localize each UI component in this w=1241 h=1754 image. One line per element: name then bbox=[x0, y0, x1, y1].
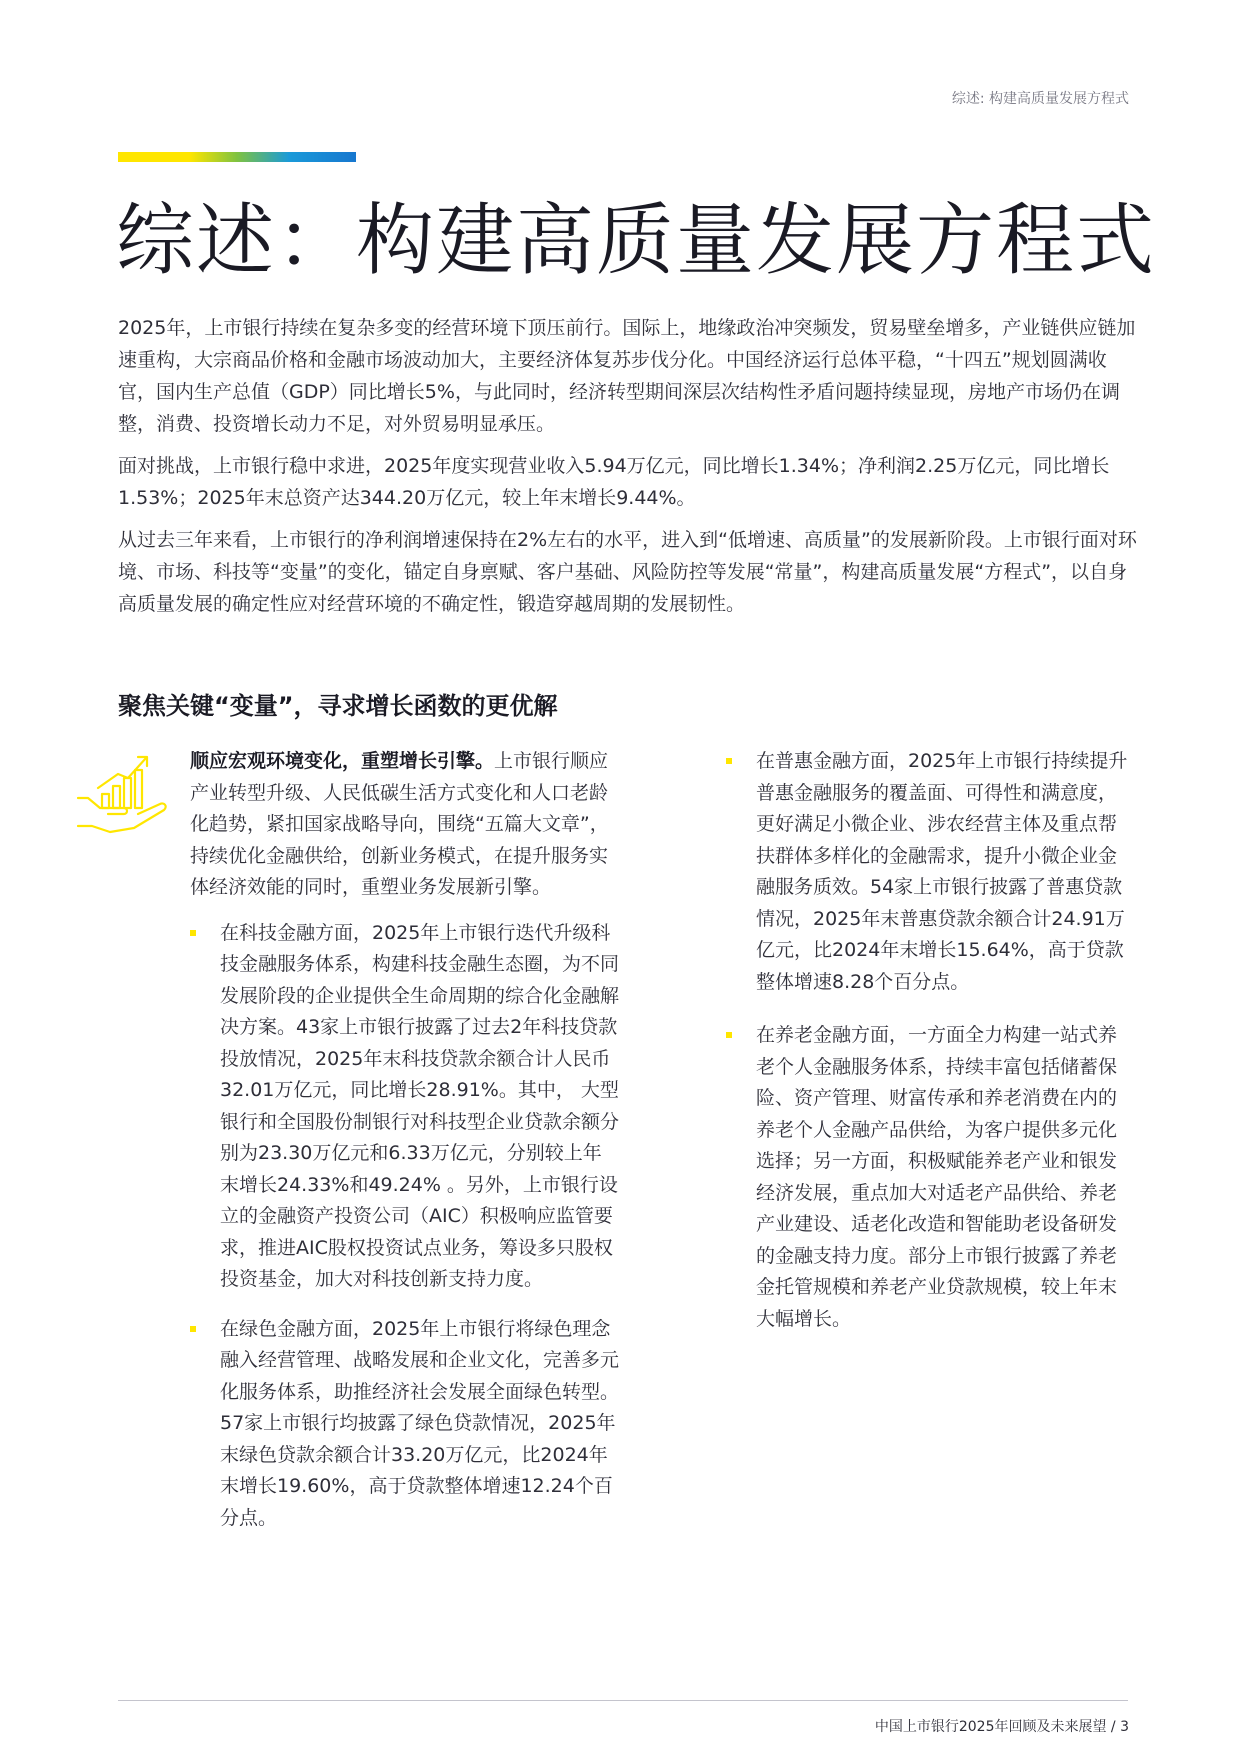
intro-paragraph-1: 2025年，上市银行持续在复杂多变的经营环境下顶压前行。国际上，地缘政治冲突频发，贸易壁垒增多，产业链供应链加速重构，大宗商品价格和金融市场波动加大，主要经济体复苏步伐分化。中国经济运行总体平稳，“十四五”规划圆满收官，国内生产总值（GDP）同比增长5%，与此同时，经济转型期间深层次结构性矛盾问题持续显现，房地产市场仍在调整，消费、投资增长动力不足，对外贸易明显承压。 bbox=[118, 317, 1136, 435]
bullet-green-finance: 在绿色金融方面，2025年上市银行将绿色理念融入经营管理、战略发展和企业文化，完善多元化服务体系，助推经济社会发展全面绿色转型。57家上市银行均披露了绿色贷款情况，2025年末绿色贷款余额合计33.20万亿元，比2024年末增长19.60%，高于贷款整体增速12.24个百分点。 bbox=[190, 1314, 620, 1535]
footer-text: 中国上市银行2025年回顾及未来展望 / 3 bbox=[874, 1719, 1129, 1735]
left-column bbox=[190, 746, 620, 1552]
intro-text bbox=[118, 312, 1140, 630]
bullet-pension-finance: 在养老金融方面，一方面全力构建一站式养老个人金融服务体系，持续丰富包括储蓄保险、资产管理、财富传承和养老消费在内的养老个人金融产品供给，为客户提供多元化选择；另一方面，积极赋能养老产业和银发经济发展，重点加大对适老产品供给、养老产业建设、适老化改造和智能助老设备研发的金融支持力度。部分上市银行披露了养老金托管规模和养老产业贷款规模，较上年末大幅增长。 bbox=[726, 1020, 1131, 1335]
right-bullet-list bbox=[726, 746, 1131, 1335]
intro-paragraph-2: 面对挑战，上市银行稳中求进，2025年度实现营业收入5.94万亿元，同比增长1.34%；净利润2.25万亿元，同比增长1.53%；2025年末总资产达344.20万亿元，较上年末增长9.44%。 bbox=[118, 455, 1110, 509]
section-lead-text: 上市银行顺应产业转型升级、人民低碳生活方式变化和人口老龄化趋势，紧扣国家战略导向，围绕“五篇大文章”，持续优化金融供给，创新业务模式，在提升服务实体经济效能的同时，重塑业务发展新引擎。 bbox=[190, 750, 609, 898]
right-column bbox=[726, 746, 1131, 1357]
bullet-tech-finance: 在科技金融方面，2025年上市银行迭代升级科技金融服务体系，构建科技金融生态圈，为不同发展阶段的企业提供全生命周期的综合化金融解决方案。43家上市银行披露了过去2年科技贷款投放情况，2025年末科技贷款余额合计人民币32.01万亿元，同比增长28.91%。其中， 大型银行和全国股份制银行对科技型企业贷款余额分别为23.30万亿元和6.33万亿元，分别较上年末增长24.33%和49.24% 。另外，上市银行设立的金融资产投资公司（AIC）积极响应监管要求，推进AIC股权投资试点业务，筹设多只股权投资基金，加大对科技创新支持力度。 bbox=[190, 918, 620, 1296]
hand-growth-chart-icon bbox=[74, 748, 174, 836]
left-bullet-list bbox=[190, 918, 620, 1535]
bullet-inclusive-finance: 在普惠金融方面，2025年上市银行持续提升普惠金融服务的覆盖面、可得性和满意度，更好满足小微企业、涉农经营主体及重点帮扶群体多样化的金融需求，提升小微企业金融服务质效。54家上市银行披露了普惠贷款情况，2025年末普惠贷款余额合计24.91万亿元，比2024年末增长15.64%，高于贷款整体增速8.28个百分点。 bbox=[726, 746, 1131, 998]
section-lead-bold: 顺应宏观环境变化，重塑增长引擎。 bbox=[190, 750, 495, 772]
accent-bar bbox=[118, 152, 356, 162]
section-lead bbox=[190, 746, 620, 904]
page-title: 综述：构建高质量发展方程式 bbox=[116, 196, 1157, 286]
intro-paragraph-3: 从过去三年来看，上市银行的净利润增速保持在2%左右的水平，进入到“低增速、高质量”的发展新阶段。上市银行面对环境、市场、科技等“变量”的变化，锚定自身禀赋、客户基础、风险防控等发展“常量”，构建高质量发展“方程式”，以自身高质量发展的确定性应对经营环境的不确定性，锻造穿越周期的发展韧性。 bbox=[118, 529, 1137, 615]
section-heading: 聚焦关键“变量”，寻求增长函数的更优解 bbox=[118, 692, 558, 720]
footer-divider bbox=[118, 1700, 1128, 1701]
running-header: 综述: 构建高质量发展方程式 bbox=[951, 91, 1129, 107]
